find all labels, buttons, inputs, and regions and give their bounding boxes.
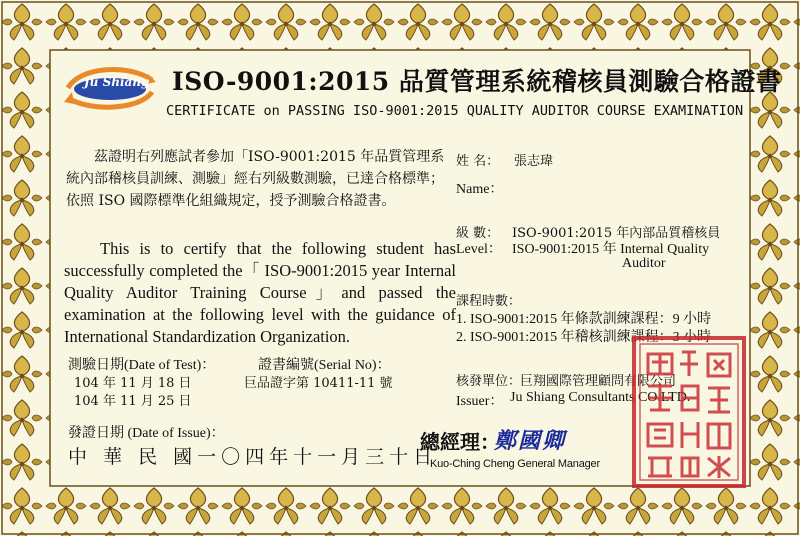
issuer-label-en: Issuer： xyxy=(456,394,504,409)
level-value-en-line1: ISO-9001:2015 年 Internal Quality xyxy=(512,242,710,257)
certificate-title: ISO-9001:2015 品質管理系統稽核員測驗合格證書 xyxy=(172,67,782,96)
issuer-value-zh: 巨翔國際管理顧問有限公司 xyxy=(520,374,677,389)
level-value-en-line2: Auditor xyxy=(622,256,666,271)
level-value-zh: ISO-9001:2015 年內部品質稽核員 xyxy=(512,226,721,241)
hours-item-2: 2. ISO-9001:2015 年稽核訓練課程：3 小時 xyxy=(456,330,712,345)
issue-date: 中 華 民 國一〇四年十一月三十日 xyxy=(68,446,438,468)
serial-value: 巨品證字第 10411-11 號 xyxy=(244,376,393,391)
serial-label: 證書編號(Serial No)： xyxy=(258,358,391,373)
certificate-subtitle: CERTIFICATE on PASSING ISO-9001:2015 QUALITY AUDITOR COURSE EXAMINATION xyxy=(166,103,744,119)
hours-label: 課程時數： xyxy=(456,294,522,309)
manager-signature: 鄭國卿 xyxy=(494,429,567,454)
issuer-value-en: Ju Shiang Consultants CO.LTD. xyxy=(510,390,691,405)
manager-title-zh: 總經理： xyxy=(420,430,500,454)
test-date-2: 104 年 11 月 25 日 xyxy=(74,394,192,409)
level-label-zh: 級 數： xyxy=(456,226,500,241)
english-statement: This is to certify that the following student has successfully completed the「 ISO-9001:2015 year Internal Quality Auditor Training Course」and passed the examination at the following level with the guidance of International Standardization Organization. xyxy=(64,239,456,346)
company-seal-stamp xyxy=(630,334,748,490)
issue-date-label: 發證日期 (Date of Issue)： xyxy=(68,426,225,441)
test-date-label: 測驗日期(Date of Test)： xyxy=(68,358,216,373)
manager-caption: Kuo-Ching Cheng General Manager xyxy=(430,458,600,470)
level-label-en: Level： xyxy=(456,242,502,257)
name-label-zh: 姓 名： xyxy=(456,154,500,169)
student-name: 張志瑋 xyxy=(514,154,554,169)
issuer-label-zh: 核發單位： xyxy=(456,374,522,389)
hours-item-1: 1. ISO-9001:2015 年條款訓練課程：9 小時 xyxy=(456,312,712,327)
logo-text: Ju Shiang xyxy=(84,75,150,89)
name-label-en: Name： xyxy=(456,182,504,197)
chinese-statement: 茲證明右列應試者參加「ISO-9001:2015 年品質管理系統內部稽核員訓練、測驗」經右列級數測驗，已達合格標準；依照 ISO 國際標準化組織規定，授予測驗合格證書。 xyxy=(66,149,445,209)
test-date-1: 104 年 11 月 18 日 xyxy=(74,376,192,391)
